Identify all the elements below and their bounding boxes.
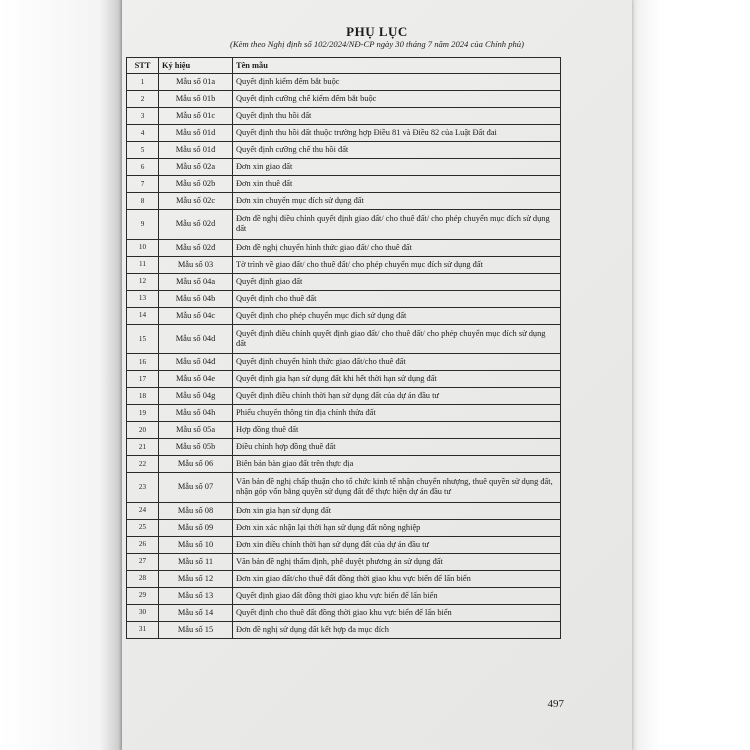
cell-ky-hieu: Mẫu số 01d: [159, 125, 233, 142]
cell-stt: 27: [127, 553, 159, 570]
cell-ky-hieu: Mẫu số 01b: [159, 91, 233, 108]
cell-ky-hieu: Mẫu số 06: [159, 456, 233, 473]
cell-ten-mau: Quyết định cho thuê đất: [233, 290, 561, 307]
cell-ten-mau: Quyết định cho thuê đất đồng thời giao khu vực biển để lấn biển: [233, 604, 561, 621]
cell-stt: 3: [127, 108, 159, 125]
cell-ten-mau: Văn bản đề nghị thẩm định, phê duyệt phương án sử dụng đất: [233, 553, 561, 570]
cell-stt: 15: [127, 324, 159, 354]
cell-ten-mau: Điều chỉnh hợp đồng thuê đất: [233, 439, 561, 456]
table-row: [127, 193, 561, 210]
cell-stt: 16: [127, 354, 159, 371]
cell-ky-hieu: Mẫu số 09: [159, 519, 233, 536]
table-row: [127, 176, 561, 193]
cell-ten-mau: Tờ trình về giao đất/ cho thuê đất/ cho phép chuyển mục đích sử dụng đất: [233, 256, 561, 273]
cell-ten-mau: Quyết định kiểm đếm bắt buộc: [233, 74, 561, 91]
cell-ky-hieu: Mẫu số 15: [159, 621, 233, 638]
cell-stt: 31: [127, 621, 159, 638]
table-row: [127, 74, 561, 91]
cell-stt: 2: [127, 91, 159, 108]
cell-stt: 14: [127, 307, 159, 324]
cell-ky-hieu: Mẫu số 04d: [159, 324, 233, 354]
cell-ten-mau: Quyết định thu hồi đất: [233, 108, 561, 125]
appendix-subtitle: (Kèm theo Nghị định số 102/2024/NĐ-CP ngày 30 tháng 7 năm 2024 của Chính phủ): [230, 39, 524, 49]
cell-ky-hieu: Mẫu số 02a: [159, 159, 233, 176]
cell-stt: 6: [127, 159, 159, 176]
appendix-title: PHỤ LỤC: [346, 24, 408, 39]
cell-ten-mau: Biên bản bàn giao đất trên thực địa: [233, 456, 561, 473]
cell-ky-hieu: Mẫu số 04a: [159, 273, 233, 290]
cell-stt: 29: [127, 587, 159, 604]
cell-ky-hieu: Mẫu số 04h: [159, 405, 233, 422]
table-row: [127, 91, 561, 108]
table-row: [127, 473, 561, 503]
cell-stt: 22: [127, 456, 159, 473]
cell-stt: 8: [127, 193, 159, 210]
cell-stt: 9: [127, 210, 159, 240]
cell-ten-mau: Quyết định giao đất đồng thời giao khu vực biển để lấn biển: [233, 587, 561, 604]
cell-ten-mau: Văn bản đề nghị chấp thuận cho tổ chức kinh tế nhận chuyển nhượng, thuê quyền sử dụng đất, nhận góp vốn bằng quyền sử dụng đất để thực hiện dự án đầu tư: [233, 473, 561, 503]
table-row: [127, 587, 561, 604]
cell-ten-mau: Đơn đề nghị chuyển hình thức giao đất/ cho thuê đất: [233, 239, 561, 256]
cell-stt: 7: [127, 176, 159, 193]
cell-stt: 26: [127, 536, 159, 553]
table-row: [127, 371, 561, 388]
cell-ky-hieu: Mẫu số 02c: [159, 193, 233, 210]
table-header-row: [127, 58, 561, 74]
page-number: 497: [547, 698, 564, 710]
cell-stt: 24: [127, 502, 159, 519]
background-edge: [630, 0, 750, 750]
cell-stt: 25: [127, 519, 159, 536]
table-row: [127, 210, 561, 240]
cell-stt: 11: [127, 256, 159, 273]
cell-stt: 19: [127, 405, 159, 422]
table-row: [127, 159, 561, 176]
table-row: [127, 502, 561, 519]
header-ten-mau: Tên mẫu: [233, 58, 561, 74]
book-binding-shadow: [0, 0, 130, 750]
cell-ky-hieu: Mẫu số 02b: [159, 176, 233, 193]
table-row: [127, 256, 561, 273]
cell-stt: 10: [127, 239, 159, 256]
cell-ten-mau: Quyết định chuyển hình thức giao đất/cho thuê đất: [233, 354, 561, 371]
table-row: [127, 553, 561, 570]
cell-ky-hieu: Mẫu số 04c: [159, 307, 233, 324]
cell-stt: 30: [127, 604, 159, 621]
cell-ky-hieu: Mẫu số 10: [159, 536, 233, 553]
table-row: [127, 290, 561, 307]
cell-ky-hieu: Mẫu số 03: [159, 256, 233, 273]
cell-ten-mau: Quyết định điều chỉnh thời hạn sử dụng đất của dự án đầu tư: [233, 388, 561, 405]
cell-ky-hieu: Mẫu số 04g: [159, 388, 233, 405]
document-page: [122, 0, 632, 750]
cell-ky-hieu: Mẫu số 04đ: [159, 354, 233, 371]
header-ky-hieu: Ký hiệu: [159, 58, 233, 74]
cell-ky-hieu: Mẫu số 13: [159, 587, 233, 604]
cell-ky-hieu: Mẫu số 05a: [159, 422, 233, 439]
cell-stt: 18: [127, 388, 159, 405]
cell-stt: 17: [127, 371, 159, 388]
cell-ten-mau: Đơn xin điều chỉnh thời hạn sử dụng đất của dự án đầu tư: [233, 536, 561, 553]
cell-ky-hieu: Mẫu số 02d: [159, 210, 233, 240]
cell-stt: 23: [127, 473, 159, 503]
table-row: [127, 108, 561, 125]
table-row: [127, 125, 561, 142]
cell-ten-mau: Đơn xin gia hạn sử dụng đất: [233, 502, 561, 519]
table-row: [127, 456, 561, 473]
cell-stt: 12: [127, 273, 159, 290]
cell-ten-mau: Phiếu chuyển thông tin địa chính thửa đất: [233, 405, 561, 422]
table-row: [127, 536, 561, 553]
table-row: [127, 405, 561, 422]
cell-ten-mau: Đơn đề nghị điều chỉnh quyết định giao đất/ cho thuê đất/ cho phép chuyển mục đích sử dụng đất: [233, 210, 561, 240]
cell-stt: 13: [127, 290, 159, 307]
cell-ten-mau: Đơn xin giao đất: [233, 159, 561, 176]
cell-stt: 28: [127, 570, 159, 587]
table-row: [127, 570, 561, 587]
cell-ky-hieu: Mẫu số 14: [159, 604, 233, 621]
table-row: [127, 307, 561, 324]
cell-ky-hieu: Mẫu số 01đ: [159, 142, 233, 159]
cell-ky-hieu: Mẫu số 02đ: [159, 239, 233, 256]
header-stt: STT: [127, 58, 159, 74]
table-row: [127, 273, 561, 290]
cell-ten-mau: Quyết định gia hạn sử dụng đất khi hết thời hạn sử dụng đất: [233, 371, 561, 388]
cell-ky-hieu: Mẫu số 04e: [159, 371, 233, 388]
table-row: [127, 519, 561, 536]
cell-ky-hieu: Mẫu số 12: [159, 570, 233, 587]
cell-ky-hieu: Mẫu số 01a: [159, 74, 233, 91]
cell-ten-mau: Quyết định điều chỉnh quyết định giao đất/ cho thuê đất/ cho phép chuyển mục đích sử dụng đất: [233, 324, 561, 354]
table-row: [127, 388, 561, 405]
table-row: [127, 142, 561, 159]
table-row: [127, 604, 561, 621]
cell-ten-mau: Quyết định giao đất: [233, 273, 561, 290]
cell-ky-hieu: Mẫu số 01c: [159, 108, 233, 125]
cell-ten-mau: Đơn xin xác nhận lại thời hạn sử dụng đất nông nghiệp: [233, 519, 561, 536]
cell-ky-hieu: Mẫu số 07: [159, 473, 233, 503]
table-row: [127, 439, 561, 456]
table-row: [127, 239, 561, 256]
cell-ky-hieu: Mẫu số 04b: [159, 290, 233, 307]
cell-ten-mau: Đơn xin chuyển mục đích sử dụng đất: [233, 193, 561, 210]
cell-ten-mau: Quyết định cho phép chuyển mục đích sử dụng đất: [233, 307, 561, 324]
cell-ten-mau: Quyết định thu hồi đất thuộc trường hợp Điều 81 và Điều 82 của Luật Đất đai: [233, 125, 561, 142]
cell-stt: 4: [127, 125, 159, 142]
cell-stt: 1: [127, 74, 159, 91]
cell-stt: 21: [127, 439, 159, 456]
table-row: [127, 354, 561, 371]
cell-ky-hieu: Mẫu số 08: [159, 502, 233, 519]
cell-stt: 20: [127, 422, 159, 439]
table-row: [127, 422, 561, 439]
cell-ten-mau: Quyết định cưỡng chế thu hồi đất: [233, 142, 561, 159]
cell-ten-mau: Đơn đề nghị sử dụng đất kết hợp đa mục đích: [233, 621, 561, 638]
cell-ky-hieu: Mẫu số 05b: [159, 439, 233, 456]
cell-ten-mau: Hợp đồng thuê đất: [233, 422, 561, 439]
cell-ten-mau: Đơn xin thuê đất: [233, 176, 561, 193]
forms-table: [126, 57, 561, 639]
table-row: [127, 621, 561, 638]
table-row: [127, 324, 561, 354]
cell-ten-mau: Đơn xin giao đất/cho thuê đất đồng thời giao khu vực biển để lấn biển: [233, 570, 561, 587]
cell-ten-mau: Quyết định cưỡng chế kiểm đếm bắt buộc: [233, 91, 561, 108]
cell-ky-hieu: Mẫu số 11: [159, 553, 233, 570]
cell-stt: 5: [127, 142, 159, 159]
